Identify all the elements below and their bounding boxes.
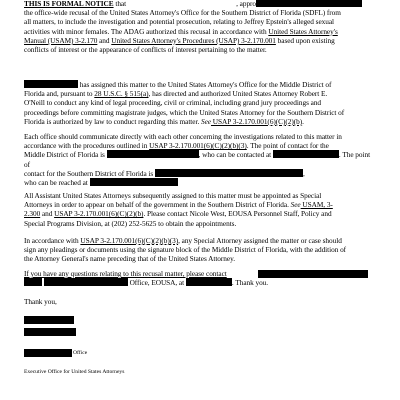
redaction-bar [44,278,128,286]
usap-link[interactable]: USAP 3-2.170.001(6)(C)(2)(b)(3) [149,141,247,151]
redaction-bar [24,278,42,286]
redaction-bar [107,150,199,158]
closing-thanks: Thank you, [24,297,57,306]
usap-link[interactable]: USAP 3-2.170.001(6)(C)(2)(b)(3) [80,236,179,245]
redaction-bar [24,316,74,324]
formal-notice-paragraph: THIS IS FORMAL NOTICE that , approved the office-wide recusal of the United States Attorney's Office for the Southern District of Florida (SDFL) from all matters, to include the investigation and potential prosecution, relating to Jeffrey Epstein's alleged sexual activities with minor females. The ADAG authorized this recusal in accordance with United States Attorney's Manual (USAM) 3-2.170 and United States Attorney's Procedures (USAP) 3-2.170.001 based upon existing conflicts of interest or the appearance of conflicts of interest pertaining to the matter. [24,0,341,55]
office-line [24,349,372,357]
usam-link[interactable]: USAM, 3- [300,200,333,210]
usc-515-link[interactable]: 28 U.S.C. § 515(a) [94,89,149,99]
assignment-paragraph: has assigned this matter to the United States Attorney's Office for the Middle District of Florida and, pursuant to 28 U.S.C. § 515(a), has directed and authorized United States Attorney Robert E. O'Neill to conduct any kind of legal proceeding, civil or criminal, including grand jury proceedings and proceedings before committing magistrate judges, which the United States Attorney for the Southern District of Florida is authorized by law to conduct regarding this matter. See USAP 3-2.170.001(6)(C)(2)(b). [24,80,345,126]
redaction-bar [273,150,339,158]
contact-paragraph: Each office should communicate directly with each other concerning the investigations related to this matter in accordance with the procedures outlined in USAP 3-2.170.001(6)(C)(2)(b)(3). The point of contact for the Middle District of Florida is , who can be contacted at . The point of contact for the Southern District of Florida is , who can be reached at [24,132,371,188]
office-label: Office [73,350,88,356]
signature-org: Executive Office for United States Attorneys [24,369,125,375]
redaction-bar [155,169,303,177]
usam-2-300-link[interactable]: 2.300 [24,209,41,219]
usam-link[interactable]: United States Attorney's [268,26,338,36]
redaction-bar [90,178,178,186]
questions-paragraph: If you have any questions relating to this recusal matter, please contact Office, EOUSA, at . Thank you. [24,269,269,288]
usap-3-2-170-001-link[interactable]: United States Attorney's Procedures (USAP) 3-2.170.001 [111,35,276,45]
signature-block-paragraph: In accordance with USAP 3-2.170.001(6)(C)(2)(b)(3), any Special Attorney assigned the matter or case should sign any pleadings or documents using the signature block of the Middle District of Florida, with the addition of the Attorney General's name preceding that of the United States Attorney. [24,236,347,264]
redaction-bar [24,80,78,88]
usam-3-2-170-link[interactable]: Manual (USAM) 3-2.170 [24,35,98,45]
redaction-bar [186,278,232,286]
usap-link[interactable]: USAP 3-2.170.001(6)(C)(2)(b) [54,209,144,219]
redaction-bar [24,328,76,336]
special-attorney-paragraph: All Assistant United States Attorneys subsequently assigned to this matter must be appointed as Special Attorneys in order to appear on behalf of the government in the Southern District of Florida. See USAM, 3- 2.300 and USAP 3-2.170.001(6)(C)(2)(b). Please contact Nicole West, EOUSA Personnel Staff, Policy and Special Programs Division, at (202) 252-5625 to obtain the appointments. [24,191,333,228]
formal-notice-heading: THIS IS FORMAL NOTICE [24,0,114,8]
usap-link[interactable]: USAP 3-2.170.001(6)(C)(2)(b) [210,116,303,126]
